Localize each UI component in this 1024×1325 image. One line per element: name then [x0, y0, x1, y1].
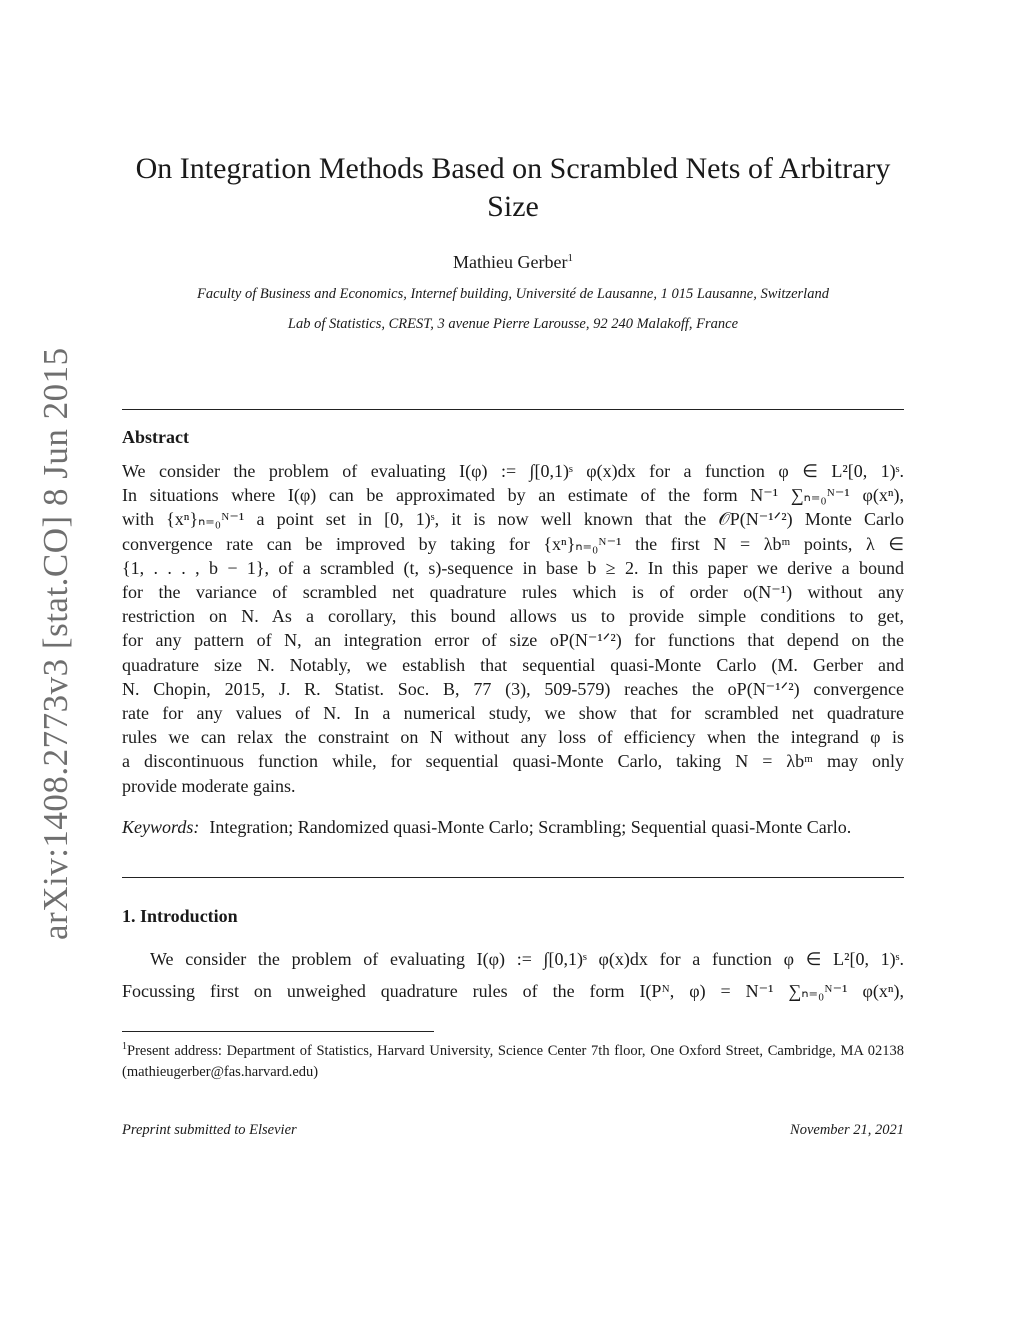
keywords-text: Integration; Randomized quasi-Monte Carlo; Scrambling; Sequential quasi-Monte Carlo.: [209, 817, 852, 837]
abstract-line: {1, . . . , b − 1}, of a scrambled (t, s)-sequence in base b ≥ 2. In this paper we derive a bound: [122, 557, 904, 578]
affiliation-2: Lab of Statistics, CREST, 3 avenue Pierre Larousse, 92 240 Malakoff, France: [287, 316, 739, 332]
abstract-line: restriction on N. As a corollary, this bound allows us to provide simple conditions to get,: [122, 606, 904, 627]
footer-date: November 21, 2021: [790, 1122, 904, 1138]
abstract-line: for any pattern of N, an integration error of size oP(N⁻¹ᐟ²) for functions that depend on the: [122, 630, 904, 651]
affiliation-1: Faculty of Business and Economics, Internef building, Université de Lausanne, 1 015 Lausanne, Switzerland: [197, 286, 829, 302]
abstract-body: [122, 459, 904, 798]
keywords: [122, 815, 904, 840]
introduction-line: Focussing first on unweighed quadrature rules of the form I(Pᴺ, φ) = N⁻¹ ∑ₙ₌₀ᴺ⁻¹ φ(xⁿ),: [122, 981, 904, 1001]
abstract-line: N. Chopin, 2015, J. R. Statist. Soc. B, 77 (3), 509-579) reaches the oP(N⁻¹ᐟ²) convergence: [122, 678, 904, 699]
arxiv-identifier: arXiv:1408.2773v3 [stat.CO] 8 Jun 2015: [36, 347, 75, 940]
abstract-line: rules we can relax the constraint on N without any loss of efficiency when the integrand φ is: [122, 727, 904, 748]
abstract-line: In situations where I(φ) can be approximated by an estimate of the form N⁻¹ ∑ₙ₌₀ᴺ⁻¹ φ(xⁿ),: [122, 485, 904, 506]
introduction-body: [122, 943, 904, 1007]
abstract-bottom-rule: [122, 877, 904, 878]
author-name: Mathieu Gerber: [453, 252, 568, 272]
abstract-top-rule: [122, 409, 904, 410]
abstract-line: a discontinuous function while, for sequential quasi-Monte Carlo, taking N = λbᵐ may only: [122, 751, 904, 772]
abstract-line: quadrature size N. Notably, we establish that sequential quasi-Monte Carlo (M. Gerber and: [122, 654, 904, 675]
abstract-line: rate for any values of N. In a numerical study, we show that for scrambled net quadrature: [122, 703, 904, 724]
abstract-line: convergence rate can be improved by taking for {xⁿ}ₙ₌₀ᴺ⁻¹ the first N = λbᵐ points, λ ∈: [122, 533, 904, 554]
introduction-heading: 1. Introduction: [122, 906, 238, 926]
author-footnote-mark: 1: [567, 252, 573, 264]
introduction-line: We consider the problem of evaluating I(φ) := ∫[0,1)ˢ φ(x)dx for a function φ ∈ L²[0, 1)ˢ.: [150, 949, 904, 969]
footnote-rule: [122, 1031, 434, 1032]
abstract-line: We consider the problem of evaluating I(φ) := ∫[0,1)ˢ φ(x)dx for a function φ ∈ L²[0, 1)ˢ.: [122, 461, 904, 481]
abstract-heading: Abstract: [122, 427, 189, 447]
footnote: [122, 1036, 904, 1083]
abstract-line: for the variance of scrambled net quadrature rules which is of order o(N⁻¹) without any: [122, 582, 904, 603]
paper-title: On Integration Methods Based on Scrambled Nets of Arbitrary Size: [135, 152, 891, 223]
abstract-line: provide moderate gains.: [122, 775, 296, 796]
author-line: [122, 252, 904, 273]
footnote-mark: 1: [122, 1041, 127, 1052]
footer-preprint-note: Preprint submitted to Elsevier: [122, 1122, 297, 1138]
footnote-text: Present address: Department of Statistics, Harvard University, Science Center 7th floor, One Oxford Street, Cambridge, MA 02138 (mathieugerber@fas.harvard.edu): [122, 1042, 904, 1080]
keywords-label: Keywords:: [122, 817, 200, 837]
abstract-line: with {xⁿ}ₙ₌₀ᴺ⁻¹ a point set in [0, 1)ˢ, it is now well known that the 𝒪P(N⁻¹ᐟ²) Monte Carlo: [122, 509, 904, 530]
